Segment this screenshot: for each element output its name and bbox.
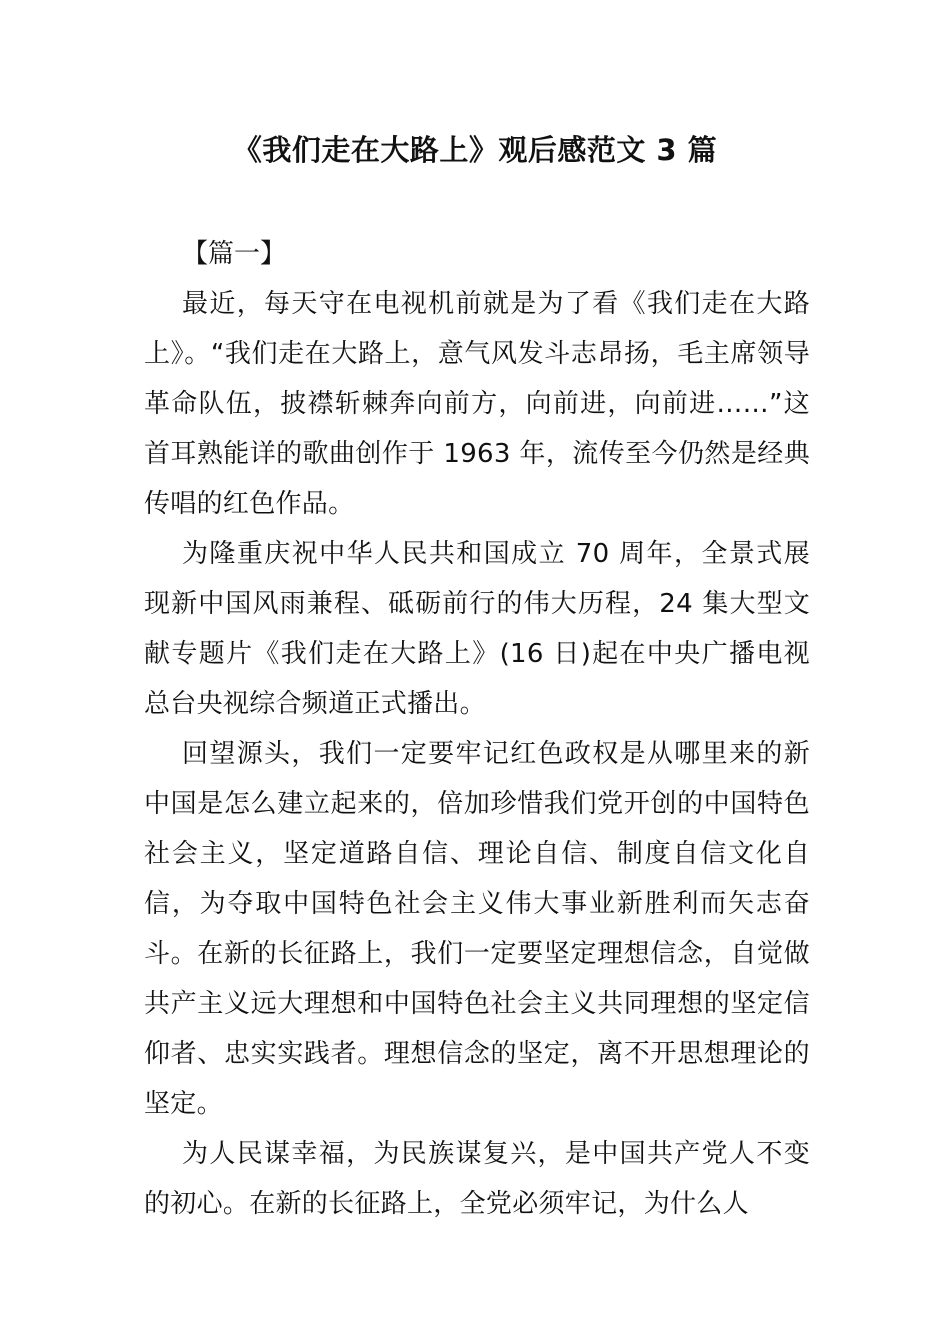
paragraph-1: 最近，每天守在电视机前就是为了看《我们走在大路上》。“我们走在大路上，意气风发斗志昂扬，毛主席领导革命队伍，披襟斩棘奔向前方，向前进，向前进……”这首耳熟能详的歌曲创作于 1963 年，流传至今仍然是经典传唱的红色作品。 bbox=[144, 289, 810, 519]
paragraph-2: 为隆重庆祝中华人民共和国成立 70 周年，全景式展现新中国风雨兼程、砥砺前行的伟大历程，24 集大型文献专题片《我们走在大路上》(16 日)起在中央广播电视总台央视综合频道正式播出。 bbox=[144, 539, 810, 719]
document-title: 《我们走在大路上》观后感范文 3 篇 bbox=[232, 133, 718, 167]
paragraph-3: 回望源头，我们一定要牢记红色政权是从哪里来的新中国是怎么建立起来的，倍加珍惜我们党开创的中国特色社会主义，坚定道路自信、理论自信、制度自信文化自信，为夺取中国特色社会主义伟大事业新胜利而矢志奋斗。在新的长征路上，我们一定要坚定理想信念，自觉做共产主义远大理想和中国特色社会主义共同理想的坚定信仰者、忠实实践者。理想信念的坚定，离不开思想理论的坚定。 bbox=[144, 739, 810, 1119]
document-body bbox=[144, 229, 810, 1229]
section-heading: 【篇一】 bbox=[182, 239, 287, 269]
paragraph-4: 为人民谋幸福，为民族谋复兴，是中国共产党人不变的初心。在新的长征路上，全党必须牢记，为什么人 bbox=[144, 1139, 810, 1219]
